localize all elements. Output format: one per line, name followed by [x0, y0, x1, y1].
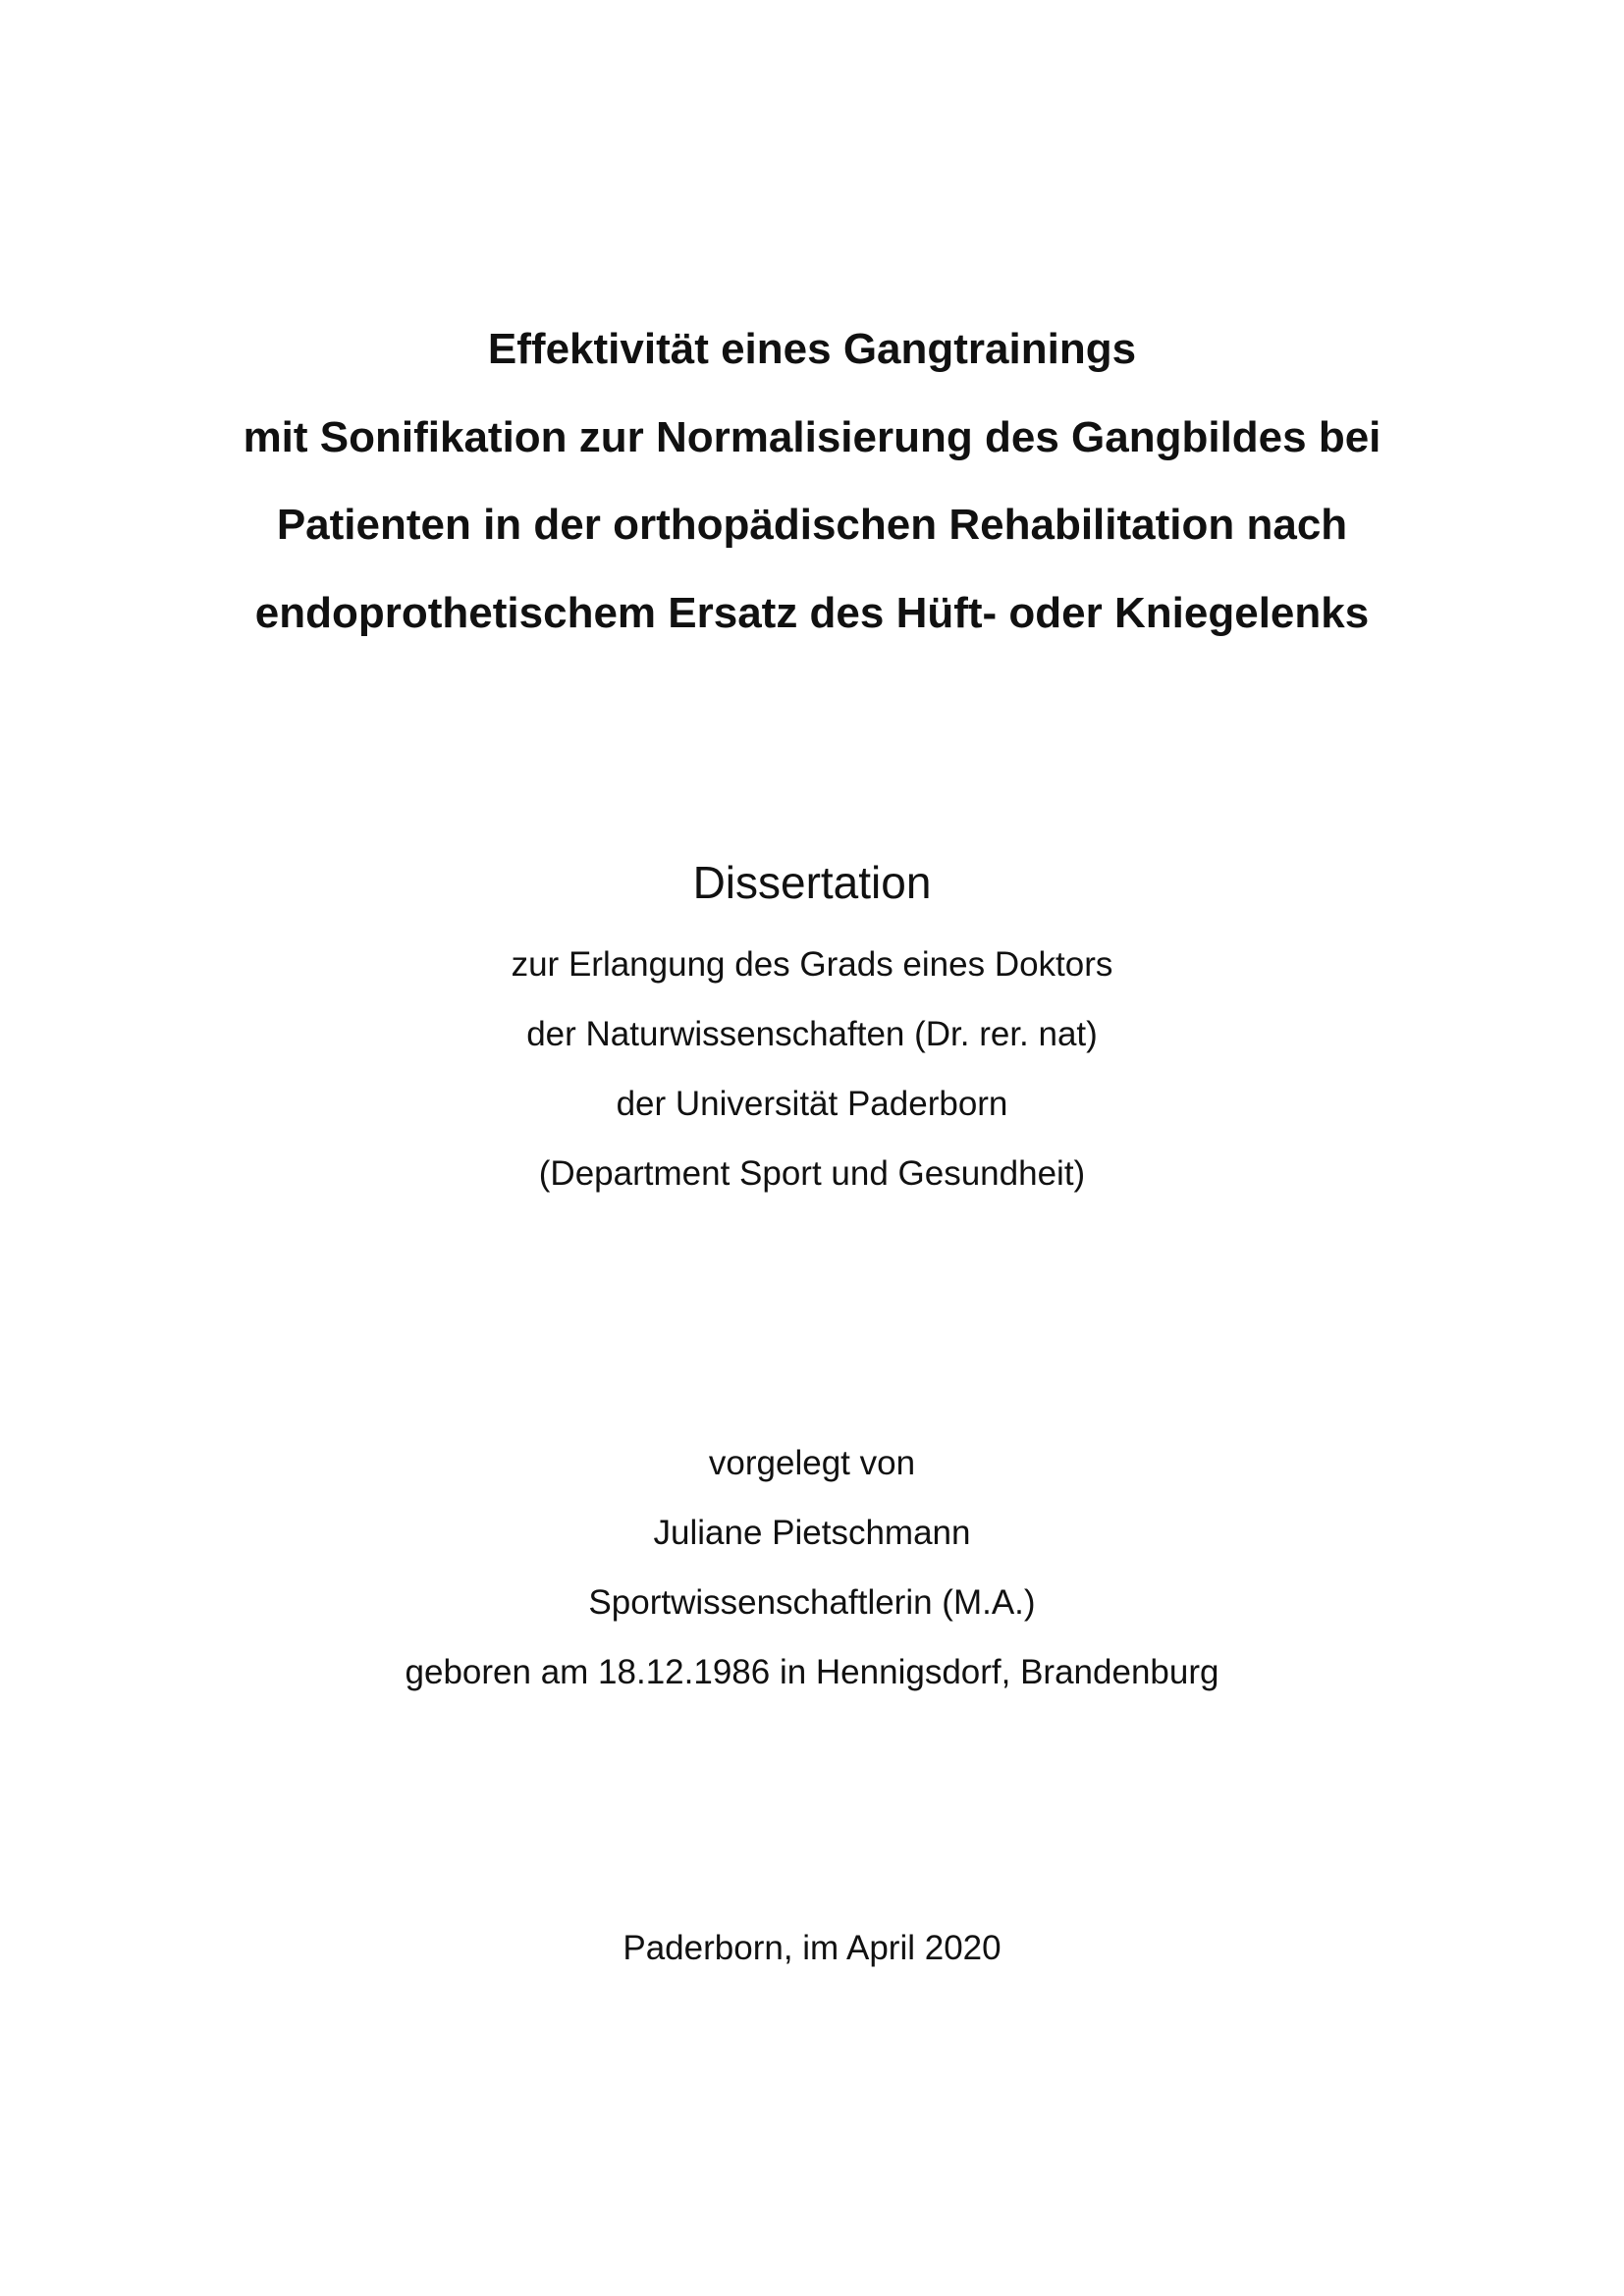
purpose-line-4: (Department Sport und Gesundheit)	[538, 1154, 1086, 1193]
title-line-1: Effektivität eines Gangtrainings	[487, 325, 1137, 373]
title-line-3: Patienten in der orthopädischen Rehabilitation nach	[276, 501, 1348, 549]
author-name: Juliane Pietschmann	[653, 1514, 971, 1552]
document-type: Dissertation	[692, 857, 932, 908]
purpose-line-1: zur Erlangung des Grads eines Doktors	[511, 945, 1113, 984]
place-date: Paderborn, im April 2020	[623, 1929, 1001, 1967]
purpose-line-3: der Universität Paderborn	[616, 1085, 1008, 1123]
author-line-1: vorgelegt von	[708, 1444, 916, 1482]
title-line-4: endoprothetischem Ersatz des Hüft- oder Kniegelenks	[254, 589, 1370, 637]
author-birth: geboren am 18.12.1986 in Hennigsdorf, Brandenburg	[405, 1653, 1219, 1691]
purpose-line-2: der Naturwissenschaften (Dr. rer. nat)	[526, 1015, 1098, 1053]
title-line-2: mit Sonifikation zur Normalisierung des Gangbildes bei	[243, 413, 1381, 461]
author-degree: Sportwissenschaftlerin (M.A.)	[588, 1583, 1036, 1622]
